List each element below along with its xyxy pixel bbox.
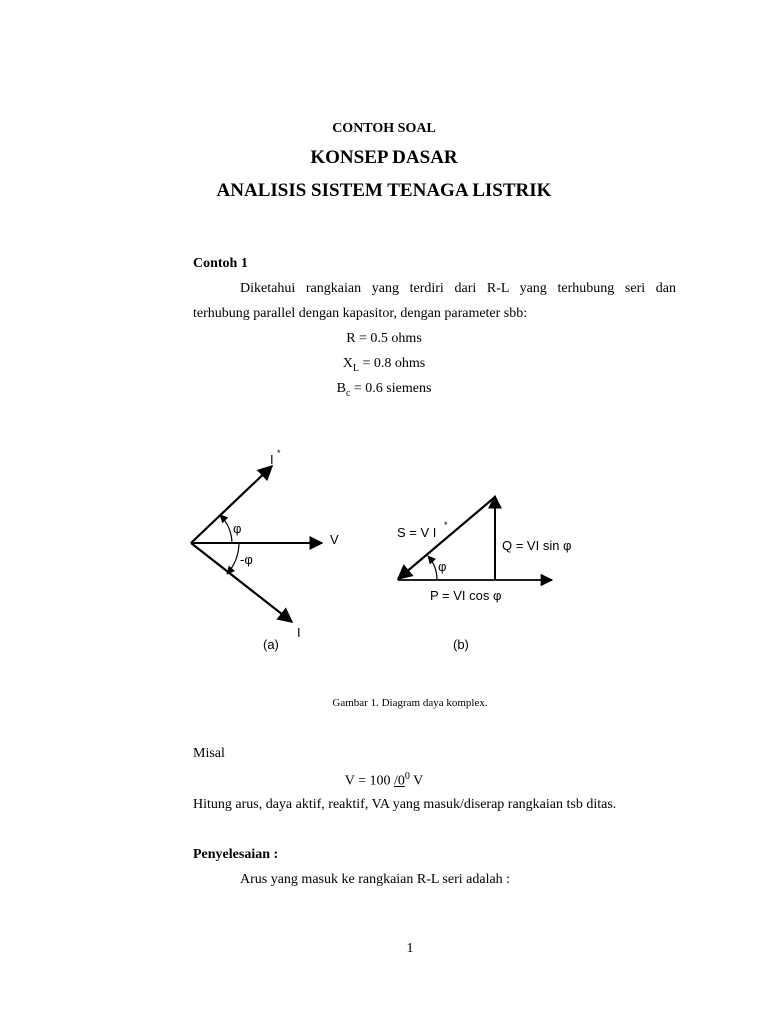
param-bc (0, 381, 768, 399)
doc-label: CONTOH SOAL (332, 121, 436, 136)
label-istar: I (270, 452, 274, 467)
page-number: 1 (406, 941, 414, 956)
param-bc-symbol: B (336, 381, 346, 396)
label-v: V (330, 532, 339, 547)
misal-label: Misal (193, 746, 225, 761)
phi-arc-b (428, 556, 437, 580)
eq-sup: 0 (404, 771, 410, 782)
example-paragraph-line2: terhubung parallel dengan kapasitor, dengan parameter sbb: (193, 306, 528, 321)
caption-b: (b) (453, 637, 469, 652)
solution-line1: Arus yang masuk ke rangkaian R-L seri adalah : (240, 872, 511, 887)
param-r: R = 0.5 ohms (346, 331, 422, 346)
param-xl (0, 356, 768, 374)
example-heading: Contoh 1 (193, 256, 248, 271)
label-i: I (297, 625, 301, 640)
phi-arc (220, 515, 232, 543)
param-bc-subscript: c (345, 387, 351, 399)
label-s-sup: * (444, 520, 448, 530)
param-xl-subscript: L (352, 362, 359, 374)
eq-prefix: V = 100 (344, 773, 394, 789)
label-phi-a: φ (233, 521, 242, 536)
diagram-b (397, 496, 571, 652)
negphi-arc (227, 543, 239, 574)
label-p: P = VI cos φ (430, 588, 502, 603)
doc-title-line1: KONSEP DASAR (310, 147, 458, 168)
istar-vector (191, 466, 272, 543)
figure-caption: Gambar 1. Diagram daya komplex. (332, 697, 488, 709)
param-xl-symbol: X (342, 356, 353, 371)
doc-title-line2: ANALISIS SISTEM TENAGA LISTRIK (216, 180, 552, 201)
diagram-a (191, 448, 339, 652)
label-negphi: -φ (240, 552, 253, 567)
label-q: Q = VI sin φ (502, 538, 572, 553)
misal-question: Hitung arus, daya aktif, reaktif, VA yang masuk/diserap rangkaian tsb ditas. (193, 797, 617, 812)
param-bc-value: = 0.6 siemens (350, 381, 432, 396)
label-s: S = V I (397, 525, 437, 540)
misal-equation (0, 771, 768, 790)
example-paragraph-line1: Diketahui rangkaian yang terdiri dari R-L yang terhubung seri dan (240, 281, 676, 296)
param-xl-value: = 0.8 ohms (359, 356, 426, 371)
caption-a: (a) (263, 637, 279, 652)
label-istar-sup: * (277, 448, 281, 458)
eq-angle: /0 (394, 773, 405, 789)
solution-heading: Penyelesaian : (193, 847, 279, 862)
power-diagram-figure (0, 440, 768, 660)
eq-suffix: V (409, 773, 424, 789)
label-phi-b: φ (438, 559, 447, 574)
